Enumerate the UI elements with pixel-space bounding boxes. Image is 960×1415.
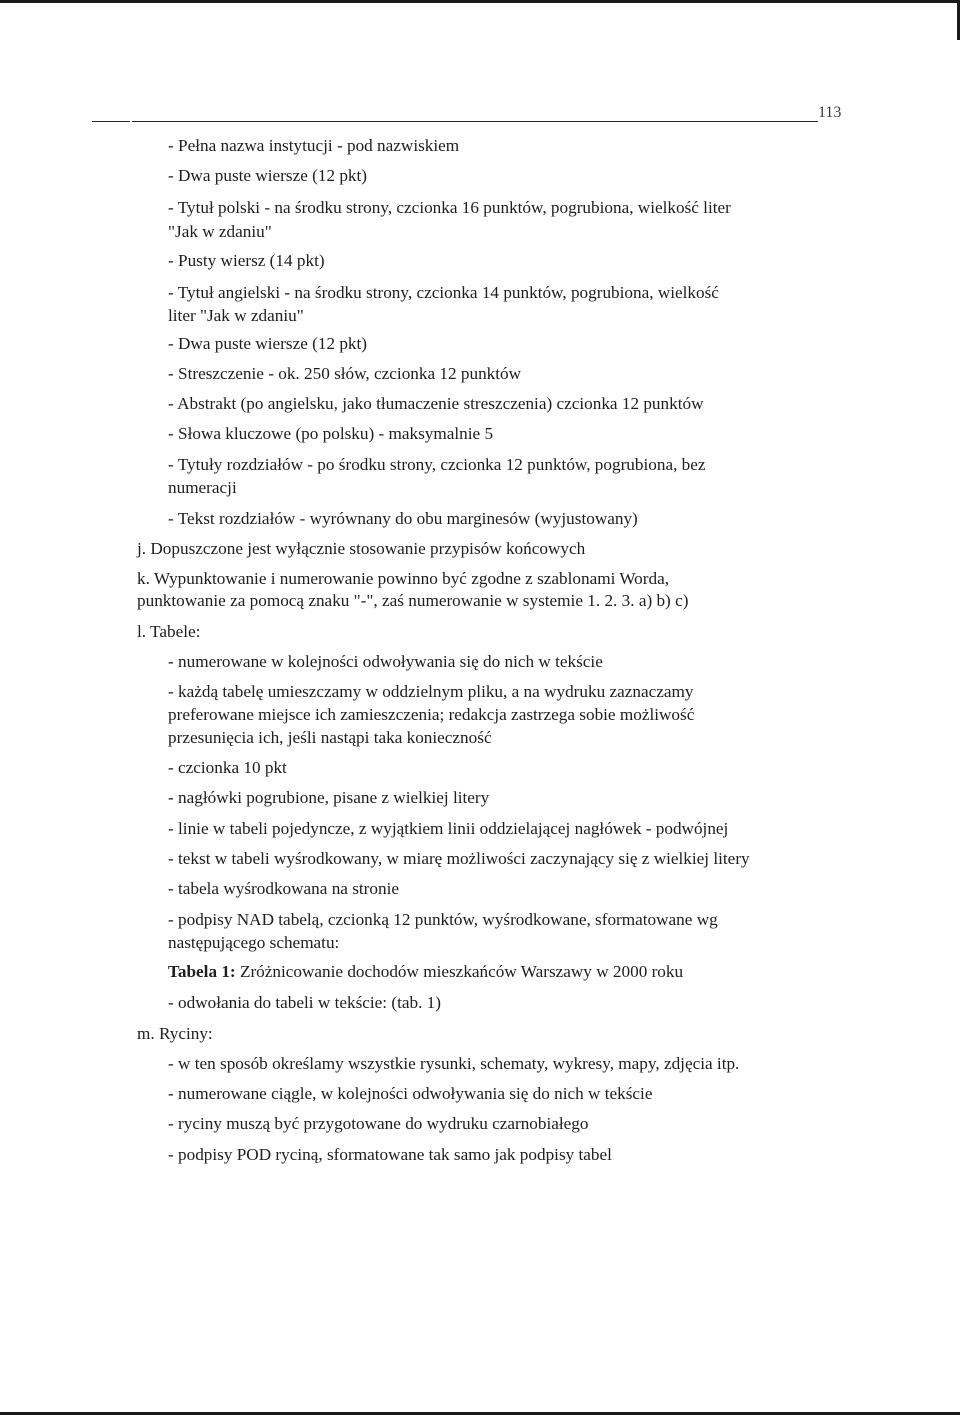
header-rule-left bbox=[92, 121, 130, 122]
list-item: - każdą tabelę umieszczamy w oddzielnym pliku, a na wydruku zaznaczamy bbox=[168, 682, 694, 701]
list-item: - podpisy POD ryciną, sformatowane tak samo jak podpisy tabel bbox=[168, 1145, 612, 1164]
list-item: - numerowane ciągle, w kolejności odwoływania się do nich w tekście bbox=[168, 1084, 653, 1103]
list-item: - Streszczenie - ok. 250 słów, czcionka 12 punktów bbox=[168, 364, 522, 383]
list-item: - Dwa puste wiersze (12 pkt) bbox=[168, 334, 368, 353]
section-item-j: j. Dopuszczone jest wyłącznie stosowanie przypisów końcowych bbox=[137, 539, 586, 558]
list-item-continuation: następującego schematu: bbox=[168, 933, 340, 952]
list-item-continuation: "Jak w zdaniu" bbox=[168, 222, 272, 241]
list-item: - Tytuły rozdziałów - po środku strony, czcionka 12 punktów, pogrubiona, bez bbox=[168, 455, 706, 474]
table-caption-label: Tabela 1: bbox=[168, 962, 236, 981]
list-item: - odwołania do tabeli w tekście: (tab. 1) bbox=[168, 993, 442, 1012]
list-item: - nagłówki pogrubione, pisane z wielkiej litery bbox=[168, 788, 490, 807]
list-item: - Pełna nazwa instytucji - pod nazwiskiem bbox=[168, 136, 460, 155]
list-item: - linie w tabeli pojedyncze, z wyjątkiem linii oddzielającej nagłówek - podwójnej bbox=[168, 819, 729, 838]
section-heading-tabele: l. Tabele: bbox=[137, 622, 201, 641]
list-item: - podpisy NAD tabelą, czcionką 12 punktów, wyśrodkowane, sformatowane wg bbox=[168, 910, 718, 929]
list-item: - tekst w tabeli wyśrodkowany, w miarę możliwości zaczynający się z wielkiej litery bbox=[168, 849, 750, 868]
section-heading-ryciny: m. Ryciny: bbox=[137, 1024, 213, 1043]
table-caption-example bbox=[168, 960, 683, 983]
list-item: - Abstrakt (po angielsku, jako tłumaczenie streszczenia) czcionka 12 punktów bbox=[168, 394, 704, 413]
scan-top-edge bbox=[0, 0, 960, 3]
list-item-continuation: liter "Jak w zdaniu" bbox=[168, 306, 304, 325]
list-item-continuation: preferowane miejsce ich zamieszczenia; redakcja zastrzega sobie możliwość bbox=[168, 705, 695, 724]
list-item: - Tytuł polski - na środku strony, czcionka 16 punktów, pogrubiona, wielkość liter bbox=[168, 198, 731, 217]
list-item: - Tytuł angielski - na środku strony, czcionka 14 punktów, pogrubiona, wielkość bbox=[168, 283, 719, 302]
list-item: - ryciny muszą być przygotowane do wydruku czarnobiałego bbox=[168, 1114, 589, 1133]
table-caption-text: Zróżnicowanie dochodów mieszkańców Warszawy w 2000 roku bbox=[235, 962, 684, 981]
list-item: - czcionka 10 pkt bbox=[168, 758, 287, 777]
header-rule bbox=[132, 121, 818, 122]
list-item: - Dwa puste wiersze (12 pkt) bbox=[168, 166, 368, 185]
list-item: - Pusty wiersz (14 pkt) bbox=[168, 251, 325, 270]
list-item-continuation: przesunięcia ich, jeśli nastąpi taka konieczność bbox=[168, 728, 492, 747]
section-item-k: k. Wypunktowanie i numerowanie powinno być zgodne z szablonami Worda, bbox=[137, 569, 670, 588]
list-item: - Tekst rozdziałów - wyrównany do obu marginesów (wyjustowany) bbox=[168, 509, 638, 528]
list-item: - w ten sposób określamy wszystkie rysunki, schematy, wykresy, mapy, zdjęcia itp. bbox=[168, 1054, 740, 1073]
list-item: - Słowa kluczowe (po polsku) - maksymalnie 5 bbox=[168, 424, 494, 443]
page-number: 113 bbox=[818, 104, 842, 121]
list-item: - tabela wyśrodkowana na stronie bbox=[168, 879, 399, 898]
section-item-continuation: punktowanie za pomocą znaku "-", zaś numerowanie w systemie 1. 2. 3. a) b) c) bbox=[137, 591, 689, 610]
list-item-continuation: numeracji bbox=[168, 478, 237, 497]
list-item: - numerowane w kolejności odwoływania się do nich w tekście bbox=[168, 652, 603, 671]
